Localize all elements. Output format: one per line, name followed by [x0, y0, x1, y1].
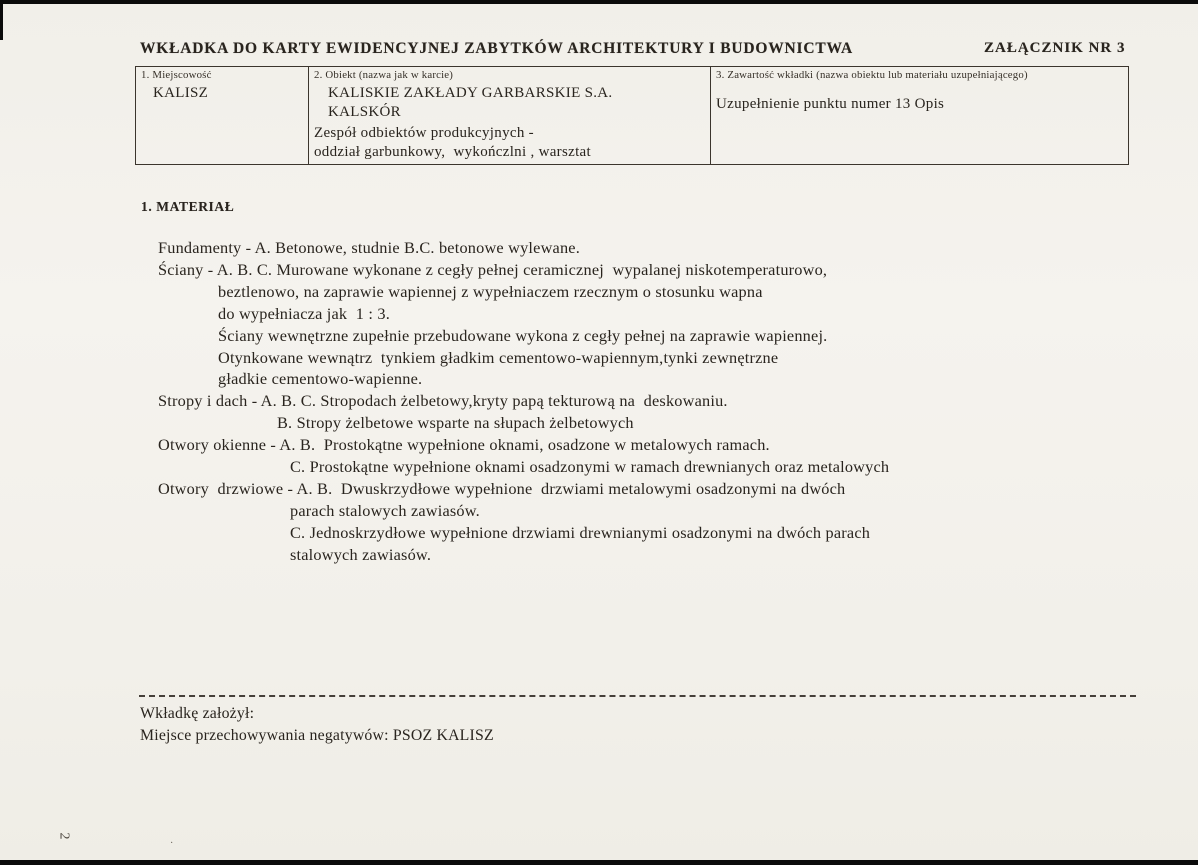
body-line: stalowych zawiasów.	[290, 544, 432, 564]
body-line: Otynkowane wewnątrz tynkiem gładkim cementowo-wapiennym,tynki zewnętrzne	[218, 347, 779, 367]
body-line: gładkie cementowo-wapienne.	[218, 369, 423, 389]
cell-object	[309, 67, 711, 165]
body-line: Ściany - A. B. C. Murowane wykonane z cegły pełnej ceramicznej wypalanej niskotemperaturowo,	[158, 259, 828, 279]
body-line: beztlenowo, na zaprawie wapiennej z wypełniaczem rzecznym o stosunku wapna	[218, 281, 763, 301]
body-line: Fundamenty - A. Betonowe, studnie B.C. betonowe wylewane.	[158, 238, 580, 257]
cell-locality	[136, 67, 309, 165]
body-line: C. Prostokątne wypełnione oknami osadzonymi w ramach drewnianych oraz metalowych	[290, 457, 890, 477]
footer-block	[140, 703, 494, 747]
cell-contents	[711, 67, 1129, 165]
footer-line-founder: Wkładkę założył:	[140, 705, 255, 722]
page-number: 2	[56, 832, 72, 840]
body-line: Otwory okienne - A. B. Prostokątne wypełnione oknami, osadzone w metalowych ramach.	[158, 435, 770, 455]
object-line: Zespół odbiektów produkcyjnych -	[314, 125, 534, 141]
body-line: Ściany wewnętrzne zupełnie przebudowane wykona z cegły pełnej na zaprawie wapiennej.	[218, 325, 828, 345]
object-line: KALSKÓR	[328, 103, 401, 120]
footer-line-negatives: Miejsce przechowywania negatywów: PSOZ KALISZ	[140, 727, 494, 744]
body-line: Otwory drzwiowe - A. B. Dwuskrzydłowe wypełnione drzwiami metalowymi osadzonymi na dwóch	[158, 478, 846, 498]
body-line: C. Jednoskrzydłowe wypełnione drzwiami drewnianymi osadzonymi na dwóch parach	[290, 522, 871, 542]
section-title: 1. MATERIAŁ	[141, 199, 235, 214]
table-row	[136, 67, 1129, 165]
locality-value: KALISZ	[153, 85, 209, 101]
body-lines	[140, 237, 1170, 566]
object-line: oddział garbunkowy, wykończlni , warsztat	[314, 143, 591, 160]
body-line: Stropy i dach - A. B. C. Stropodach żelbetowy,kryty papą tekturową na deskowaniu.	[158, 391, 728, 411]
body-line: parach stalowych zawiasów.	[290, 500, 480, 520]
annex-label: ZAŁĄCZNIK NR 3	[984, 40, 1126, 56]
scan-edge-top	[0, 0, 1198, 4]
scan-speck: ·	[170, 838, 174, 849]
locality-header: 1. Miejscowość	[141, 69, 212, 81]
dashed-separator	[139, 695, 1136, 697]
scan-edge-bottom	[0, 860, 1198, 865]
header-info-table	[135, 66, 1129, 165]
contents-value: Uzupełnienie punktu numer 13 Opis	[716, 96, 945, 112]
document-title: WKŁADKA DO KARTY EWIDENCYJNEJ ZABYTKÓW ARCHITEKTURY I BUDOWNICTWA	[140, 40, 854, 57]
body-line: do wypełniacza jak 1 : 3.	[218, 303, 391, 323]
object-line: KALISKIE ZAKŁADY GARBARSKIE S.A.	[328, 85, 613, 101]
body-line: B. Stropy żelbetowe wsparte na słupach żelbetowych	[277, 413, 634, 433]
object-header: 2. Obiekt (nazwa jak w karcie)	[314, 69, 454, 81]
contents-header: 3. Zawartość wkładki (nazwa obiektu lub materiału uzupełniającego)	[716, 69, 1028, 81]
scan-edge-left	[0, 0, 3, 40]
